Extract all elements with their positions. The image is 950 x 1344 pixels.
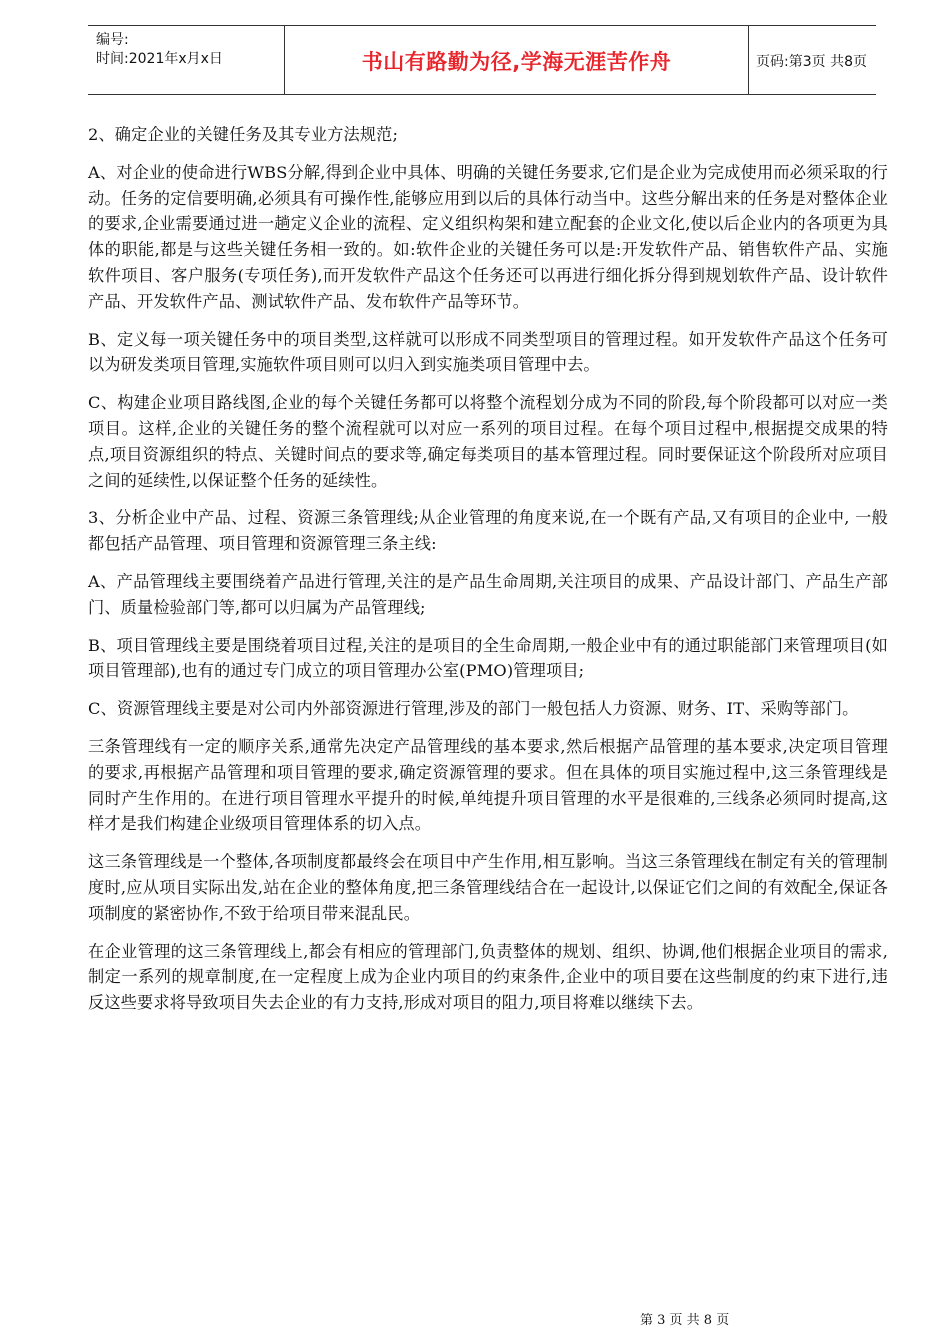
document-number-label: 编号:	[96, 32, 129, 48]
paragraph: 这三条管理线是一个整体,各项制度都最终会在项目中产生作用,相互影响。当这三条管理线在制定有关的管理制度时,应从项目实际出发,站在企业的整体角度,把三条管理线结合在一起设计,以保证它们之间的有效配全,保证各项制度的紧密协作,不致于给项目带来混乱民。	[88, 852, 888, 923]
paragraph: B、定义每一项关键任务中的项目类型,这样就可以形成不同类型项目的管理过程。如开发软件产品这个任务可以为研发类项目管理,实施软件项目则可以归入到实施类项目管理中去。	[88, 329, 888, 375]
page-footer: 第 3 页 共 8 页	[640, 1313, 730, 1328]
paragraph: 三条管理线有一定的顺序关系,通常先决定产品管理线的基本要求,然后根据产品管理的基本要求,决定项目管理的要求,再根据产品管理和项目管理的要求,确定资源管理的要求。但在具体的项目实施过程中,这三条管理线是同时产生作用的。在进行项目管理水平提升的时候,单纯提升项目管理的水平是很难的,三线条必须同时提高,这样才是我们构建企业级项目管理体系的切入点。	[88, 736, 888, 834]
header-motto-cell	[284, 26, 749, 94]
header-page-cell	[748, 26, 876, 94]
paragraph: B、项目管理线主要是围绕着项目过程,关注的是项目的全生命周期,一般企业中有的通过职能部门来管理项目(如项目管理部),也有的通过专门成立的项目管理办公室(PMO)管理项目;	[88, 635, 888, 681]
paragraph: 在企业管理的这三条管理线上,都会有相应的管理部门,负责整体的规划、组织、协调,他们根据企业项目的需求,制定一系列的规章制度,在一定程度上成为企业内项目的约束条件,企业中的项目要在这些制度的约束下进行,违反这些要求将导致项目失去企业的有力支持,形成对项目的阻力,项目将难以继续下去。	[88, 941, 888, 1013]
document-time-label: 时间:2021年x月x日	[96, 51, 223, 67]
paragraph: A、产品管理线主要围绕着产品进行管理,关注的是产品生命周期,关注项目的成果、产品设计部门、产品生产部门、质量检验部门等,都可以归属为产品管理线;	[88, 571, 888, 617]
document-body	[88, 122, 888, 1028]
paragraph: C、资源管理线主要是对公司内外部资源进行管理,涉及的部门一般包括人力资源、财务、IT、采购等部门。	[88, 699, 859, 719]
header-page-number: 页码:第3页 共8页	[756, 54, 867, 70]
paragraph: 3、分析企业中产品、过程、资源三条管理线;从企业管理的角度来说,在一个既有产品,又有项目的企业中, 一般都包括产品管理、项目管理和资源管理三条主线:	[88, 508, 888, 554]
header-motto: 书山有路勤为径,学海无涯苦作舟	[361, 50, 672, 74]
page-header	[88, 25, 876, 95]
paragraph: C、构建企业项目路线图,企业的每个关键任务都可以将整个流程划分成为不同的阶段,每个阶段都可以对应一类项目。这样,企业的关键任务的整个流程就可以对应一系列的项目过程。在每个项目过程中,根据提交成果的特点,项目资源组织的特点、关键时间点的要求等,确定每类项目的基本管理过程。同时要保证这个阶段所对应项目之间的延续性,以保证整个任务的延续性。	[88, 393, 888, 490]
paragraph: 2、确定企业的关键任务及其专业方法规范;	[88, 125, 399, 144]
paragraph: A、对企业的使命进行WBS分解,得到企业中具体、明确的关键任务要求,它们是企业为完成使用而必须采取的行动。任务的定信要明确,必须具有可操作性,能够应用到以后的具体行动当中。这些分解出来的任务是对整体企业的要求,企业需要通过进一趟定义企业的流程、定义组织构架和建立配套的企业文化,使以后企业内的各项更为具体的职能,都是与这些关键任务相一致的。如:软件企业的关键任务可以是:开发软件产品、销售软件产品、实施软件项目、客户服务(专项任务),而开发软件产品这个任务还可以再进行细化拆分得到规划软件产品、设计软件产品、开发软件产品、测试软件产品、发布软件产品等环节。	[88, 162, 888, 311]
header-meta-cell	[88, 26, 284, 94]
